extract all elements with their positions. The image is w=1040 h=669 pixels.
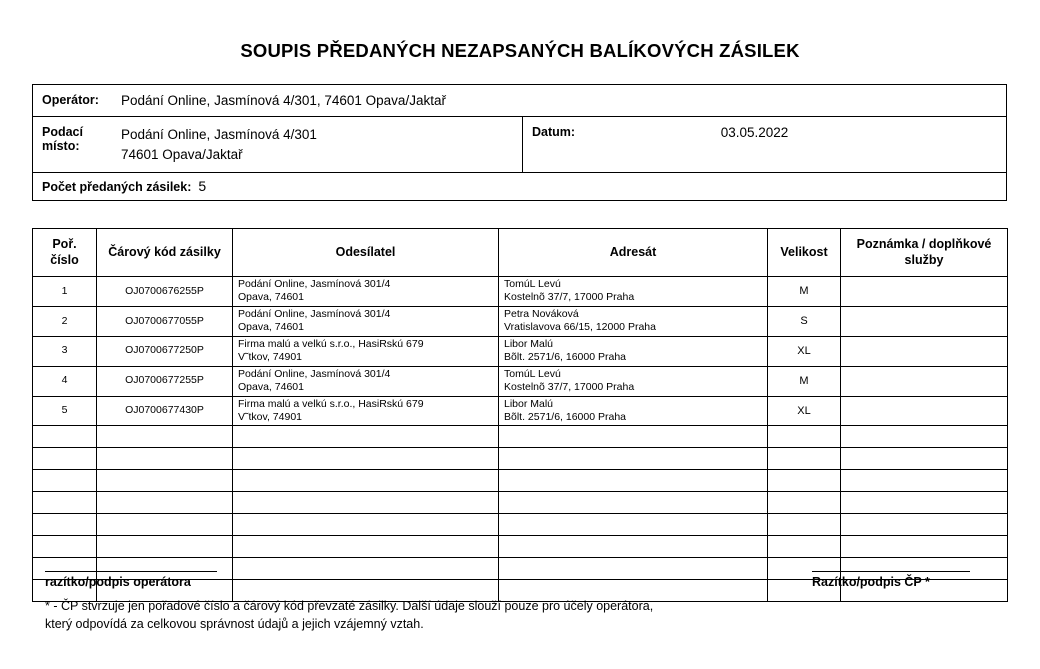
footnote-line-2: který odpovídá za celkovou správnost údajů a jejich vzájemný vztah. [45, 617, 424, 632]
addressee-line-2: Kostelnõ 37/7, 17000 Praha [504, 381, 635, 394]
header-info-box [32, 84, 1007, 201]
cell-empty [841, 514, 1008, 536]
cell-sender [233, 336, 499, 366]
table-row-empty [33, 536, 1008, 558]
sender-line-1: Podání Online, Jasmínová 301/4 [238, 307, 391, 320]
cell-note [841, 306, 1008, 336]
column-header-size: Velikost [768, 229, 841, 277]
cell-number: 5 [33, 396, 97, 426]
cell-empty [233, 514, 499, 536]
place-line-1: Podání Online, Jasmínová 4/301 [121, 127, 317, 142]
cell-addressee [499, 366, 768, 396]
cell-empty [499, 492, 768, 514]
sender-line-1: Podání Online, Jasmínová 301/4 [238, 278, 391, 290]
cell-empty [499, 448, 768, 470]
cell-empty [841, 492, 1008, 514]
cell-empty [233, 492, 499, 514]
signature-cp-label: Razítko/podpis ČP * [812, 575, 930, 589]
cell-sender [233, 277, 499, 307]
table-body [33, 277, 1008, 602]
column-header-addressee: Adresát [499, 229, 768, 277]
sender-line-1: Firma malú a velkú s.r.o., HasiRskú 679 [238, 337, 424, 350]
cell-empty [97, 470, 233, 492]
cell-note [841, 277, 1008, 307]
cell-empty [768, 536, 841, 558]
cell-size: S [768, 306, 841, 336]
cell-empty [841, 426, 1008, 448]
cell-addressee [499, 277, 768, 307]
footnote-line-1: * - ČP stvrzuje jen pořadové číslo a čárový kód převzaté zásilky. Další údaje slouží pouze pro účely operátora, [45, 599, 654, 613]
table-row-empty [33, 514, 1008, 536]
column-header-barcode: Čárový kód zásilky [97, 229, 233, 277]
cell-empty [499, 426, 768, 448]
addressee-line-1: TomúL Levú [504, 278, 561, 290]
count-row [33, 173, 1006, 200]
table-row-empty [33, 448, 1008, 470]
cell-empty [233, 448, 499, 470]
cell-empty [768, 426, 841, 448]
place-group [33, 117, 523, 172]
cell-note [841, 396, 1008, 426]
sender-line-2: V˜tkov, 74901 [238, 351, 303, 364]
table-row [33, 306, 1008, 336]
cell-size: M [768, 277, 841, 307]
cell-empty [499, 536, 768, 558]
operator-row [33, 85, 1006, 117]
sender-line-2: Opava, 74601 [238, 381, 304, 394]
table-row [33, 366, 1008, 396]
place-date-row [33, 117, 1006, 173]
operator-label: Operátor: [42, 93, 99, 107]
place-value [121, 117, 522, 172]
cell-empty [841, 536, 1008, 558]
cell-sender [233, 306, 499, 336]
addressee-line-2: Kostelnõ 37/7, 17000 Praha [504, 291, 635, 304]
addressee-line-1: TomúL Levú [504, 367, 561, 380]
cell-empty [33, 492, 97, 514]
page-title: SOUPIS PŘEDANÝCH NEZAPSANÝCH BALÍKOVÝCH ZÁSILEK [240, 40, 800, 61]
cell-empty [33, 470, 97, 492]
cell-barcode: OJ0700676255P [97, 277, 233, 307]
cell-empty [233, 536, 499, 558]
cell-barcode: OJ0700677250P [97, 336, 233, 366]
addressee-line-2: Bõlt. 2571/6, 16000 Praha [504, 351, 627, 364]
cell-number: 2 [33, 306, 97, 336]
cell-empty [841, 470, 1008, 492]
cell-empty [33, 536, 97, 558]
sender-line-2: V˜tkov, 74901 [238, 410, 303, 423]
sender-line-1: Podání Online, Jasmínová 301/4 [238, 367, 391, 380]
cell-sender [233, 366, 499, 396]
addressee-line-1: Petra Nováková [504, 307, 579, 320]
signature-line-operator [45, 571, 217, 572]
cell-barcode: OJ0700677055P [97, 306, 233, 336]
table-row [33, 336, 1008, 366]
cell-empty [841, 448, 1008, 470]
cell-note [841, 336, 1008, 366]
cell-empty [499, 514, 768, 536]
cell-barcode: OJ0700677430P [97, 396, 233, 426]
cell-addressee [499, 306, 768, 336]
cell-empty [33, 448, 97, 470]
cell-empty [768, 514, 841, 536]
footnote [45, 597, 845, 633]
cell-note [841, 366, 1008, 396]
sender-line-2: Opava, 74601 [238, 321, 304, 334]
cell-empty [97, 492, 233, 514]
addressee-line-1: Libor Malú [504, 337, 554, 350]
cell-empty [33, 514, 97, 536]
cell-number: 3 [33, 336, 97, 366]
table-row-empty [33, 492, 1008, 514]
column-header-number: Poř. číslo [33, 229, 97, 277]
cell-empty [499, 470, 768, 492]
cell-size: XL [768, 336, 841, 366]
sender-line-2: Opava, 74601 [238, 291, 304, 304]
cell-addressee [499, 396, 768, 426]
cell-number: 1 [33, 277, 97, 307]
addressee-line-2: Vratislavova 66/15, 12000 Praha [504, 321, 656, 334]
table-row [33, 277, 1008, 307]
cell-empty [499, 558, 768, 580]
table-header-row [33, 229, 1008, 277]
count-label: Počet předaných zásilek: [42, 180, 192, 195]
cell-empty [768, 448, 841, 470]
cell-empty [233, 470, 499, 492]
signature-line-cp [812, 571, 970, 572]
cell-barcode: OJ0700677255P [97, 366, 233, 396]
addressee-line-2: Bõlt. 2571/6, 16000 Praha [504, 410, 627, 423]
addressee-line-1: Libor Malú [504, 397, 554, 410]
signature-operator-block [45, 571, 345, 589]
date-value: 03.05.2022 [720, 125, 789, 140]
cell-empty [97, 426, 233, 448]
date-group [523, 117, 1006, 172]
cell-sender [233, 396, 499, 426]
table-row-empty [33, 426, 1008, 448]
place-line-2: 74601 Opava/Jaktař [121, 146, 243, 162]
column-header-sender: Odesílatel [233, 229, 499, 277]
shipments-table [32, 228, 1008, 602]
operator-value: Podání Online, Jasmínová 4/301, 74601 Opava/Jaktař [121, 93, 446, 108]
cell-empty [97, 514, 233, 536]
date-label: Datum: [532, 125, 576, 139]
cell-empty [97, 536, 233, 558]
cell-empty [33, 426, 97, 448]
signature-operator-label: razítko/podpis operátora [45, 575, 191, 589]
cell-size: XL [768, 396, 841, 426]
table-row-empty [33, 470, 1008, 492]
table-row [33, 396, 1008, 426]
signature-cp-block [812, 571, 1012, 589]
cell-empty [233, 426, 499, 448]
column-header-note: Poznámka / doplňkové služby [841, 229, 1008, 277]
cell-empty [768, 492, 841, 514]
cell-number: 4 [33, 366, 97, 396]
place-label: Podací místo: [42, 125, 83, 153]
cell-size: M [768, 366, 841, 396]
cell-empty [768, 470, 841, 492]
cell-empty [97, 448, 233, 470]
count-value: 5 [198, 178, 207, 195]
cell-addressee [499, 336, 768, 366]
sender-line-1: Firma malú a velkú s.r.o., HasiRskú 679 [238, 397, 424, 410]
